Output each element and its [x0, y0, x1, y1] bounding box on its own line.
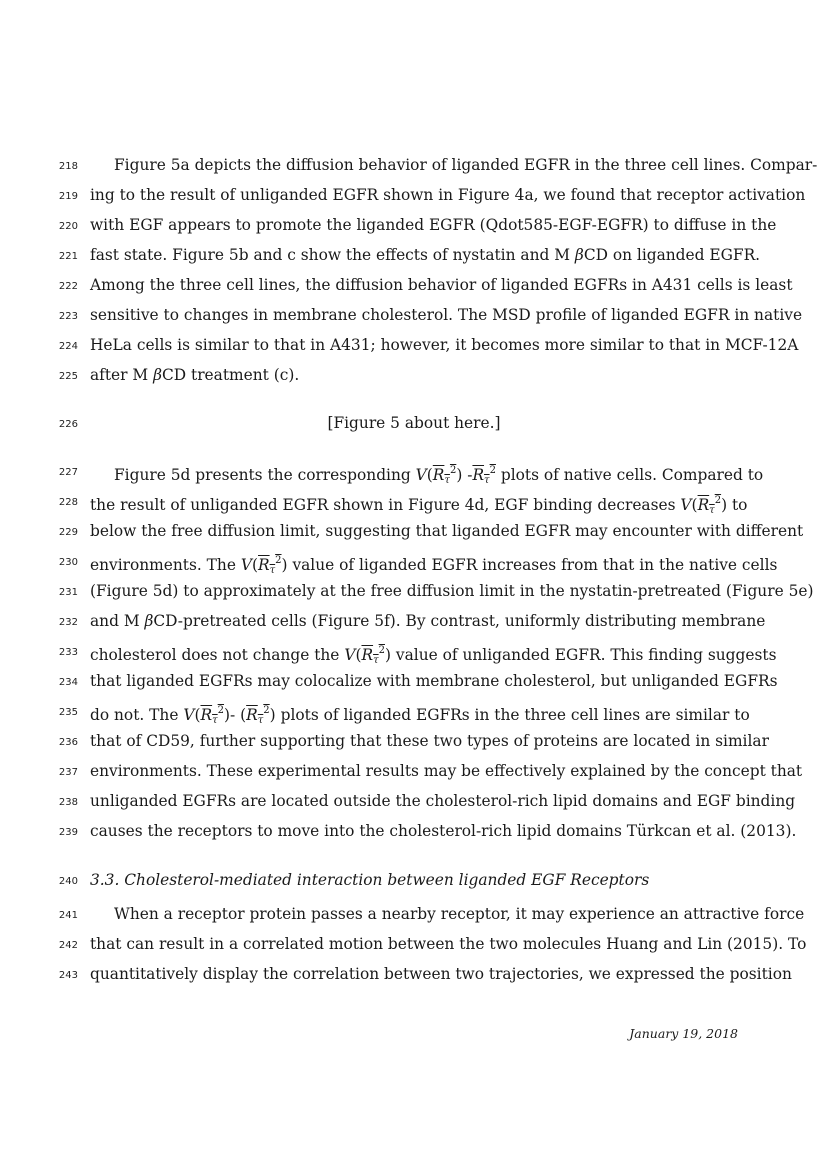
text-segment: do not. The: [90, 706, 179, 724]
line-number: 230: [58, 557, 78, 568]
line-number: 234: [58, 677, 78, 688]
beta-symbol: β: [144, 612, 154, 630]
text-segment: after M: [90, 366, 149, 384]
line-number: 227: [58, 467, 78, 478]
text-line: [90, 491, 748, 521]
text-line: environments. These experimental results may be effectively explained by the concept that: [90, 762, 803, 780]
text-line: below the free diffusion limit, suggesting that liganded EGFR may encounter with different: [90, 522, 804, 540]
text-line: Among the three cell lines, the diffusion behavior of liganded EGFRs in A431 cells is least: [90, 276, 793, 294]
text-segment: CD treatment (c).: [162, 366, 300, 384]
text-segment: value of unliganded EGFR. This finding suggests: [395, 646, 777, 664]
text-line: sensitive to changes in membrane cholesterol. The MSD profile of liganded EGFR in native: [90, 306, 803, 324]
line-number: 221: [58, 251, 78, 262]
line-number: 238: [58, 797, 78, 808]
line-number: 240: [58, 876, 78, 887]
figure-placeholder: [Figure 5 about here.]: [327, 414, 501, 432]
text-segment: fast state. Figure 5b and c show the effects of nystatin and M: [90, 246, 570, 264]
text-line: When a receptor protein passes a nearby receptor, it may experience an attractive force: [114, 905, 805, 923]
text-segment: value of liganded EGFR increases from that in the native cells: [292, 556, 778, 574]
text-line: [90, 245, 761, 265]
text-line: that of CD59, further supporting that these two types of proteins are located in similar: [90, 732, 769, 750]
text-line: quantitatively display the correlation between two trajectories, we expressed the position: [90, 965, 792, 983]
text-segment: the result of unliganded EGFR shown in Figure 4d, EGF binding decreases: [90, 496, 676, 514]
text-line: that liganded EGFRs may colocalize with membrane cholesterol, but unliganded EGFRs: [90, 672, 778, 690]
text-line: [90, 611, 766, 631]
beta-symbol: β: [153, 366, 162, 384]
text-line: Figure 5a depicts the diffusion behavior of liganded EGFR in the three cell lines. Compar-: [114, 156, 818, 174]
line-number: 241: [58, 910, 78, 921]
line-number: 236: [58, 737, 78, 748]
line-number: 219: [58, 191, 78, 202]
text-line: [90, 701, 750, 731]
text-segment: to: [732, 496, 748, 514]
text-segment: plots of native cells. Compared to: [500, 466, 764, 484]
line-number: 233: [58, 647, 78, 658]
line-number: 232: [58, 617, 78, 628]
text-segment: CD on liganded EGFR.: [583, 246, 761, 264]
line-number: 225: [58, 371, 78, 382]
text-segment: and M: [90, 612, 140, 630]
section-heading: 3.3. Cholesterol-mediated interaction between liganded EGF Receptors: [90, 871, 650, 889]
line-number: 222: [58, 281, 78, 292]
math-variance-expression: $V(R_\tau^2)$ $-R_\tau^2$: [415, 465, 496, 486]
math-variance-expression: $V(R_\tau^2)$: [344, 645, 391, 666]
text-segment: CD-pretreated cells (Figure 5f). By contrast, uniformly distributing membrane: [153, 612, 766, 630]
line-number: 243: [58, 970, 78, 981]
line-number: 224: [58, 341, 78, 352]
text-segment: Figure 5d presents the corresponding: [114, 466, 411, 484]
line-number: 235: [58, 707, 78, 718]
line-number: 220: [58, 221, 78, 232]
beta-symbol: β: [574, 246, 584, 264]
line-number: 218: [58, 161, 78, 172]
line-number: 223: [58, 311, 78, 322]
line-number: 229: [58, 527, 78, 538]
text-segment: environments. The: [90, 556, 236, 574]
text-line: [90, 551, 778, 581]
math-variance-expression: $V(R_\tau^2)$: [240, 555, 288, 576]
line-number: 226: [58, 419, 78, 430]
text-line: [90, 641, 777, 671]
text-line: unliganded EGFRs are located outside the cholesterol-rich lipid domains and EGF binding: [90, 792, 796, 810]
text-line: (Figure 5d) to approximately at the free diffusion limit in the nystatin-pretreated (Figure 5e): [90, 582, 814, 600]
text-line: that can result in a correlated motion between the two molecules Huang and Lin (2015). To: [90, 935, 807, 953]
text-line: [114, 461, 764, 491]
text-segment: plots of liganded EGFRs in the three cell lines are similar to: [280, 706, 750, 724]
line-number: 239: [58, 827, 78, 838]
text-line: causes the receptors to move into the cholesterol-rich lipid domains Türkcan et al. (2013).: [90, 822, 797, 840]
text-line: ing to the result of unliganded EGFR shown in Figure 4a, we found that receptor activation: [90, 186, 806, 204]
text-line: [90, 365, 738, 385]
text-segment: cholesterol does not change the: [90, 646, 340, 664]
math-variance-expression: $V(R_\tau^2)-$ $(R_\tau^2)$: [183, 705, 276, 726]
line-number: 242: [58, 940, 78, 951]
line-number: 237: [58, 767, 78, 778]
line-number: 228: [58, 497, 78, 508]
math-variance-expression: $V(R_\tau^2)$: [680, 495, 728, 516]
text-line: HeLa cells is similar to that in A431; however, it becomes more similar to that in MCF-12A: [90, 336, 799, 354]
text-line: with EGF appears to promote the liganded EGFR (Qdot585-EGF-EGFR) to diffuse in the: [90, 216, 777, 234]
line-number: 231: [58, 587, 78, 598]
footer-date: January 19, 2018: [629, 1026, 738, 1041]
